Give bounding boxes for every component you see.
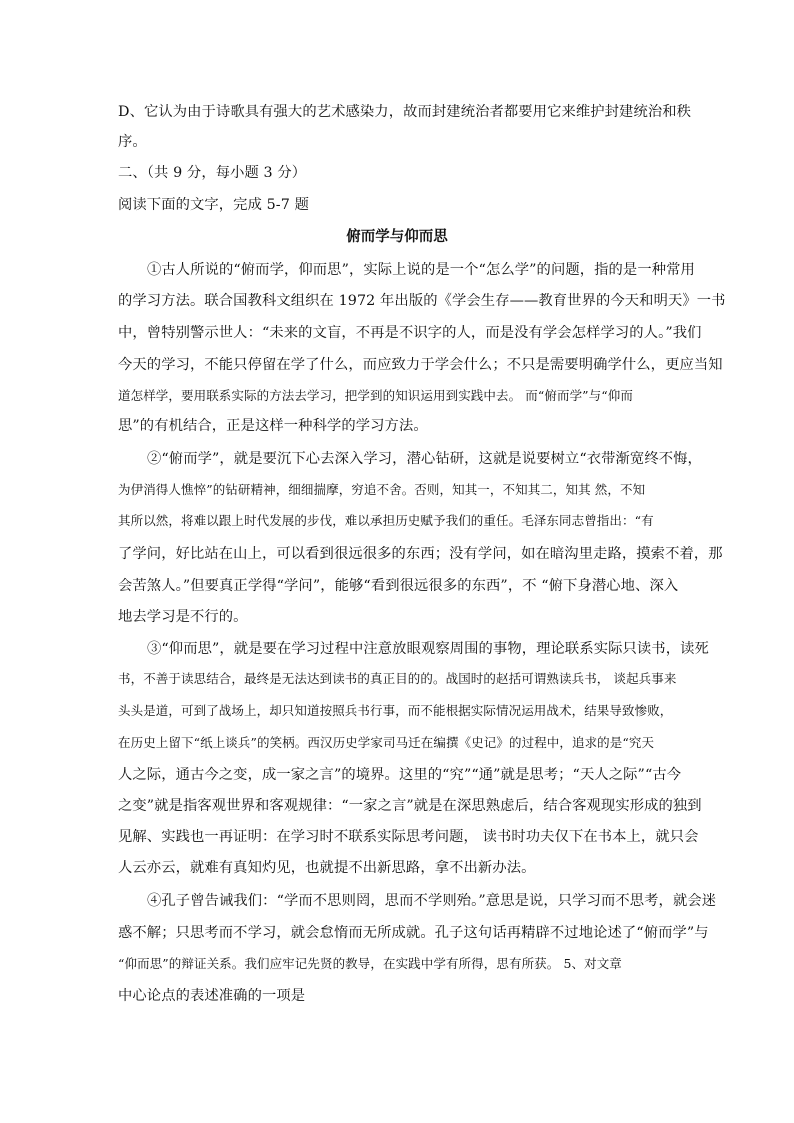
paragraph-line: 其所以然，将难以跟上时代发展的步伐，难以承担历史赋予我们的重任。毛泽东同志曾指出：“有 — [118, 513, 654, 528]
paragraph-line: 地去学习是不行的。 — [118, 609, 248, 625]
option-d-line: D、它认为由于诗歌具有强大的艺术感染力，故而封建统治者都要用它来维护封建统治和秩 — [118, 104, 692, 120]
question-prompt: 中心论点的表述准确的一项是 — [118, 988, 306, 1004]
paragraph-line: 惑不解；只思考而不学习，就会怠惰而无所成就。孔子这句话再精辟不过地论述了“俯而学”与 — [118, 925, 709, 941]
paragraph-line: 今天的学习，不能只停留在学了什么，而应致力于学会什么；不只是需要明确学什么，更应当知 — [118, 357, 723, 373]
paragraph-line: 中，曾特别警示世人：“未来的文盲，不再是不识字的人，而是没有学会怎样学习的人。”我们 — [118, 325, 702, 341]
option-d-continuation: 序。 — [118, 134, 147, 150]
paragraph-line: 为伊消得人憔悴”的钻研精神，细细揣摩，穷追不舍。否则，知其一，不知其二，知其 然，不知 — [118, 482, 646, 497]
paragraph-line: ③“仰而思”，就是要在学习过程中注意放眼观察周围的事物，理论联系实际只读书，读死 — [147, 641, 709, 657]
section-heading: 二、（共 9 分，每小题 3 分） — [118, 165, 307, 181]
paragraph-line: 思”的有机结合，正是这样一种科学的学习方法。 — [118, 418, 428, 434]
reading-instruction: 阅读下面的文字，完成 5-7 题 — [118, 197, 309, 213]
paragraph-line: ②“俯而学”，就是要沉下心去深入学习，潜心钻研，这就是说要树立“衣带渐宽终不悔， — [147, 451, 702, 467]
paragraph-line: 人之际，通古今之变，成一家之言”的境界。这里的“究”“通”就是思考；“天人之际”“古今 — [118, 767, 682, 783]
paragraph-line: ①古人所说的“俯而学，仰而思”，实际上说的是一个“怎么学”的问题，指的是一种常用 — [147, 262, 695, 278]
paragraph-line: 人云亦云，就难有真知灼见，也就提不出新思路，拿不出新办法。 — [118, 860, 536, 876]
paragraph-line: 在历史上留下“纸上谈兵”的笑柄。西汉历史学家司马迁在编撰《史记》的过程中，追求的是“究天 — [118, 735, 655, 750]
article-title: 俯而学与仰而思 — [346, 228, 448, 245]
paragraph-line: 了学问，好比站在山上，可以看到很远很多的东西；没有学问，如在暗沟里走路，摸索不着，那 — [118, 546, 723, 562]
paragraph-line: 会苦煞人。”但要真正学得“学问”，能够“看到很远很多的东西”，不 “俯下身潜心地、深入 — [118, 578, 679, 594]
paragraph-line: ④孔子曾告诫我们：“学而不思则罔，思而不学则殆。”意思是说，只学习而不思考，就会迷 — [147, 893, 717, 909]
paragraph-line: 书，不善于读思结合，最终是无法达到读书的真正目的的。战国时的赵括可谓熟读兵书， 谈起兵事来 — [118, 671, 677, 686]
paragraph-line: 的学习方法。联合国教科文组织在 1972 年出版的《学会生存——教育世界的今天和明天》一书 — [118, 293, 726, 309]
paragraph-line: 见解、实践也一再证明：在学习时不联系实际思考问题， 读书时功夫仅下在书本上，就只会 — [118, 829, 699, 845]
paragraph-line: 之变”就是指客观世界和客观规律：“一家之言”就是在深思熟虑后，结合客观现实形成的独到 — [118, 798, 702, 814]
paragraph-line: 道怎样学，要用联系实际的方法去学习，把学到的知识运用到实践中去。 而“俯而学”与“仰而 — [118, 388, 633, 403]
paragraph-line: “仰而思”的辩证关系。我们应牢记先贤的教导，在实践中学有所得，思有所获。 5、对文章 — [118, 956, 622, 971]
paragraph-line: 头头是道，可到了战场上，却只知道按照兵书行事，而不能根据实际情况运用战术，结果导致惨败， — [118, 703, 673, 718]
